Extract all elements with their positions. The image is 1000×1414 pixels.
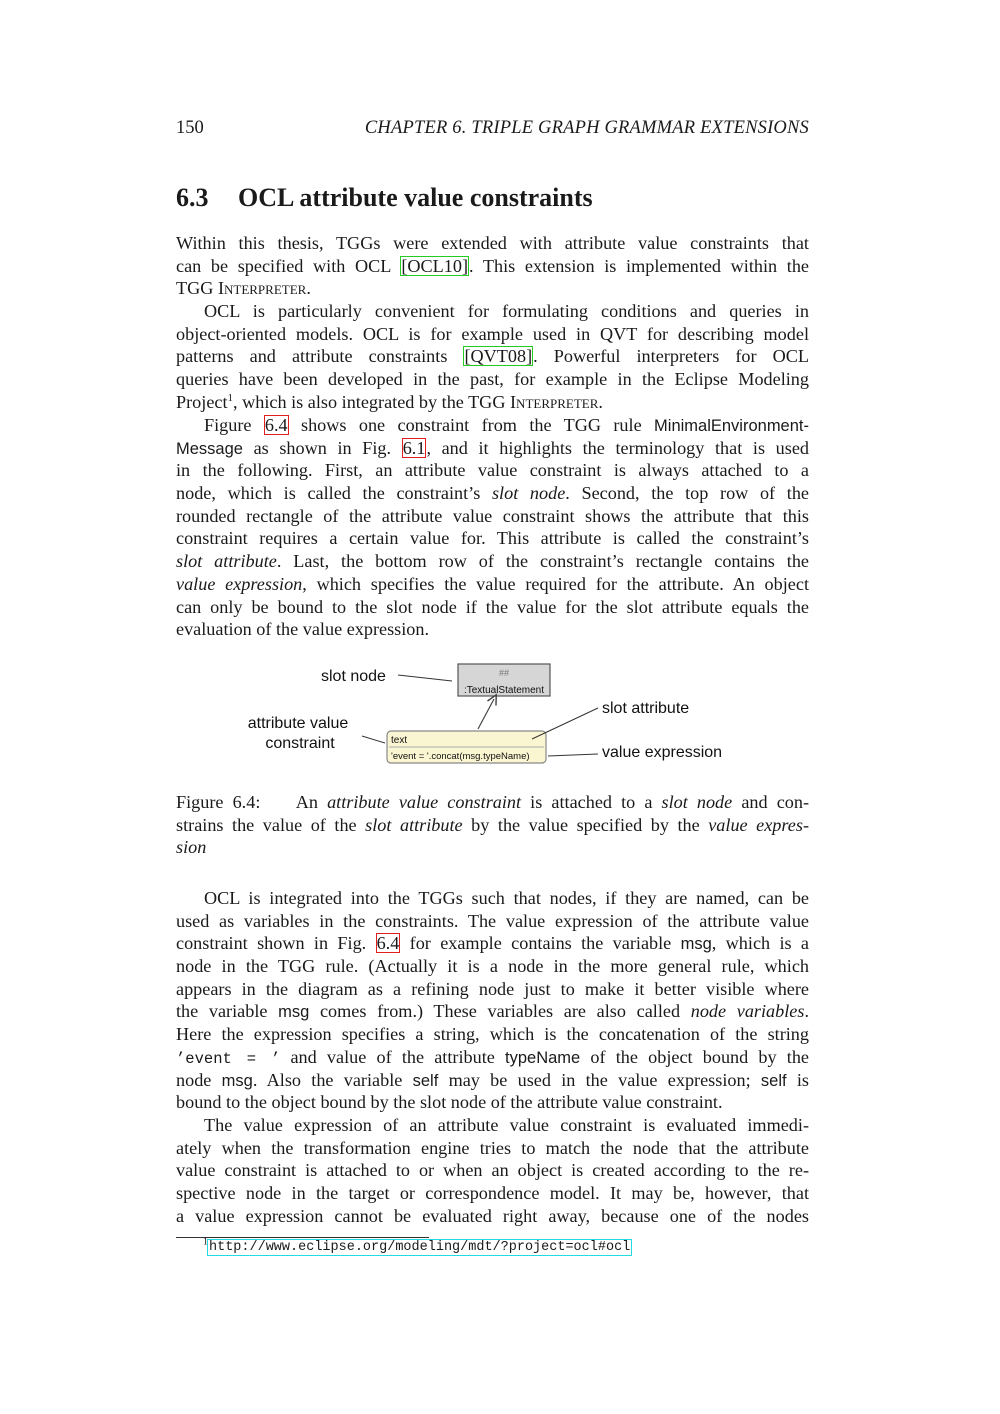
text-line: can be specified with OCL [OCL10]. This extension is implemented within the xyxy=(176,255,809,276)
text-line: the variable msg comes from.) These variables are also called node variables. xyxy=(176,1001,809,1022)
footnote xyxy=(203,1236,631,1255)
slot-node-box xyxy=(458,664,550,696)
text-line: OCL is integrated into the TGGs such that nodes, if they are named, can be xyxy=(204,888,809,908)
paragraph-4 xyxy=(176,887,809,1114)
paragraph-5 xyxy=(176,1114,809,1227)
paragraph-2 xyxy=(176,300,809,413)
constraint-box xyxy=(387,731,546,763)
figure-ref-link[interactable]: 6.4 xyxy=(376,933,400,954)
leader-line-slot-attribute xyxy=(532,708,598,739)
text-line: Here the expression specifies a string, which is the concatenation of the string xyxy=(176,1024,809,1045)
text-line: constraint requires a certain value for. This attribute is called the constraint’s xyxy=(176,528,809,549)
text-line: bound to the object bound by the slot node of the attribute value constraint. xyxy=(176,1092,723,1113)
section-heading xyxy=(176,183,593,213)
text-line: can only be bound to the slot node if the value for the slot attribute equals the xyxy=(176,596,809,617)
text-line: ’event = ’ and value of the attribute typeName of the object bound by the xyxy=(176,1046,810,1068)
footnote-number: 1 xyxy=(203,1236,208,1248)
constraint-attribute: text xyxy=(391,735,408,746)
node-name: :TextualStatement xyxy=(463,685,545,696)
text-line: The value expression of an attribute value constraint is evaluated immedi- xyxy=(204,1115,809,1135)
text-line: evaluation of the value expression. xyxy=(176,619,430,640)
text-line: Within this thesis, TGGs were extended with attribute value constraints that xyxy=(176,233,809,253)
attachment-arrow xyxy=(478,699,494,729)
section-title: OCL attribute value constraints xyxy=(238,183,593,212)
footnote-mark[interactable]: 1 xyxy=(227,391,234,404)
citation-link-ocl10[interactable]: [OCL10] xyxy=(401,255,469,276)
text-line: constraint shown in Fig. 6.4 for example contains the variable msg, which is a xyxy=(176,933,810,954)
text-line: Figure 6.4: An attribute value constraint is attached to a slot node and con- xyxy=(176,792,810,812)
label-constraint: constraint xyxy=(265,735,335,752)
label-attribute-value: attribute value xyxy=(247,715,349,732)
text-line: slot attribute. Last, the bottom row of the constraint’s rectangle contains the xyxy=(176,551,809,572)
constraint-expression: 'event = '.concat(msg.typeName) xyxy=(391,751,530,762)
text-line: object-oriented models. OCL is for example used in QVT for describing model xyxy=(176,323,809,344)
text-line: Project$^1$, which is also integrated by the TGG Interpreter. xyxy=(176,391,603,412)
label-slot-attribute: slot attribute xyxy=(602,700,690,717)
text-line: ately when the transformation engine tries to match the node that the attribute xyxy=(176,1137,809,1158)
citation-link-qvt08[interactable]: [QVT08] xyxy=(464,346,533,367)
footnote-url-link[interactable]: http://www.eclipse.org/modeling/mdt/?project=ocl#ocl xyxy=(209,1240,631,1255)
text-line: rounded rectangle of the attribute value constraint shows the attribute that this xyxy=(176,505,809,526)
text-line: value expression, which specifies the value required for the attribute. An object xyxy=(176,573,809,594)
page-number: 150 xyxy=(176,118,204,138)
figure-ref-link[interactable]: 6.4 xyxy=(264,415,288,435)
paragraph-3 xyxy=(176,414,809,641)
figure-caption xyxy=(176,791,809,859)
leader-line-slot-node xyxy=(398,675,452,681)
text-line: value constraint is attached to or when an object is created according to the re- xyxy=(176,1160,809,1181)
text-line: spective node in the target or correspondence model. It may be, however, that xyxy=(176,1183,809,1204)
label-slot-node: slot node xyxy=(321,668,386,685)
text-line: OCL is particularly convenient for formulating conditions and queries in xyxy=(204,301,809,321)
text-line: node, which is called the constraint’s slot node. Second, the top row of the xyxy=(176,483,810,504)
text-line: a value expression cannot be evaluated right away, because one of the nodes xyxy=(176,1205,809,1226)
node-marker: ## xyxy=(498,668,510,678)
paragraph-1 xyxy=(176,232,809,300)
section-number: 6.3 xyxy=(176,183,209,212)
text-line: TGG Interpreter. xyxy=(176,278,311,299)
figure-6-4 xyxy=(240,660,760,775)
figure-ref-link[interactable]: 6.1 xyxy=(402,437,426,458)
chapter-title: CHAPTER 6. TRIPLE GRAPH GRAMMAR EXTENSIONS xyxy=(364,118,809,138)
leader-line-value-expression xyxy=(548,754,598,756)
leader-line-constraint xyxy=(362,736,385,743)
text-line: appears in the diagram as a refining node just to make it better visible where xyxy=(176,978,809,999)
text-line: strains the value of the slot attribute by the value specified by the value expres- xyxy=(176,814,810,835)
label-value-expression: value expression xyxy=(602,744,723,761)
text-line: node msg. Also the variable self may be used in the value expression; self is xyxy=(176,1069,809,1090)
text-line: patterns and attribute constraints [QVT08]. Powerful interpreters for OCL xyxy=(176,346,809,367)
text-line: in the following. First, an attribute value constraint is always attached to a xyxy=(176,460,809,481)
text-line: Message as shown in Fig. 6.1, and it highlights the terminology that is used xyxy=(176,437,809,458)
text-line: queries have been developed in the past, for example in the Eclipse Modeling xyxy=(176,369,809,390)
text-line: sion xyxy=(176,837,207,858)
text-line: used as variables in the constraints. The value expression of the attribute value xyxy=(176,910,809,931)
text-line: node in the TGG rule. (Actually it is a node in the more general rule, which xyxy=(176,956,809,977)
running-header xyxy=(176,118,809,144)
footnote-rule xyxy=(176,1237,429,1238)
text-line: Figure 6.4 shows one constraint from the TGG rule MinimalEnvironment- xyxy=(204,415,809,435)
